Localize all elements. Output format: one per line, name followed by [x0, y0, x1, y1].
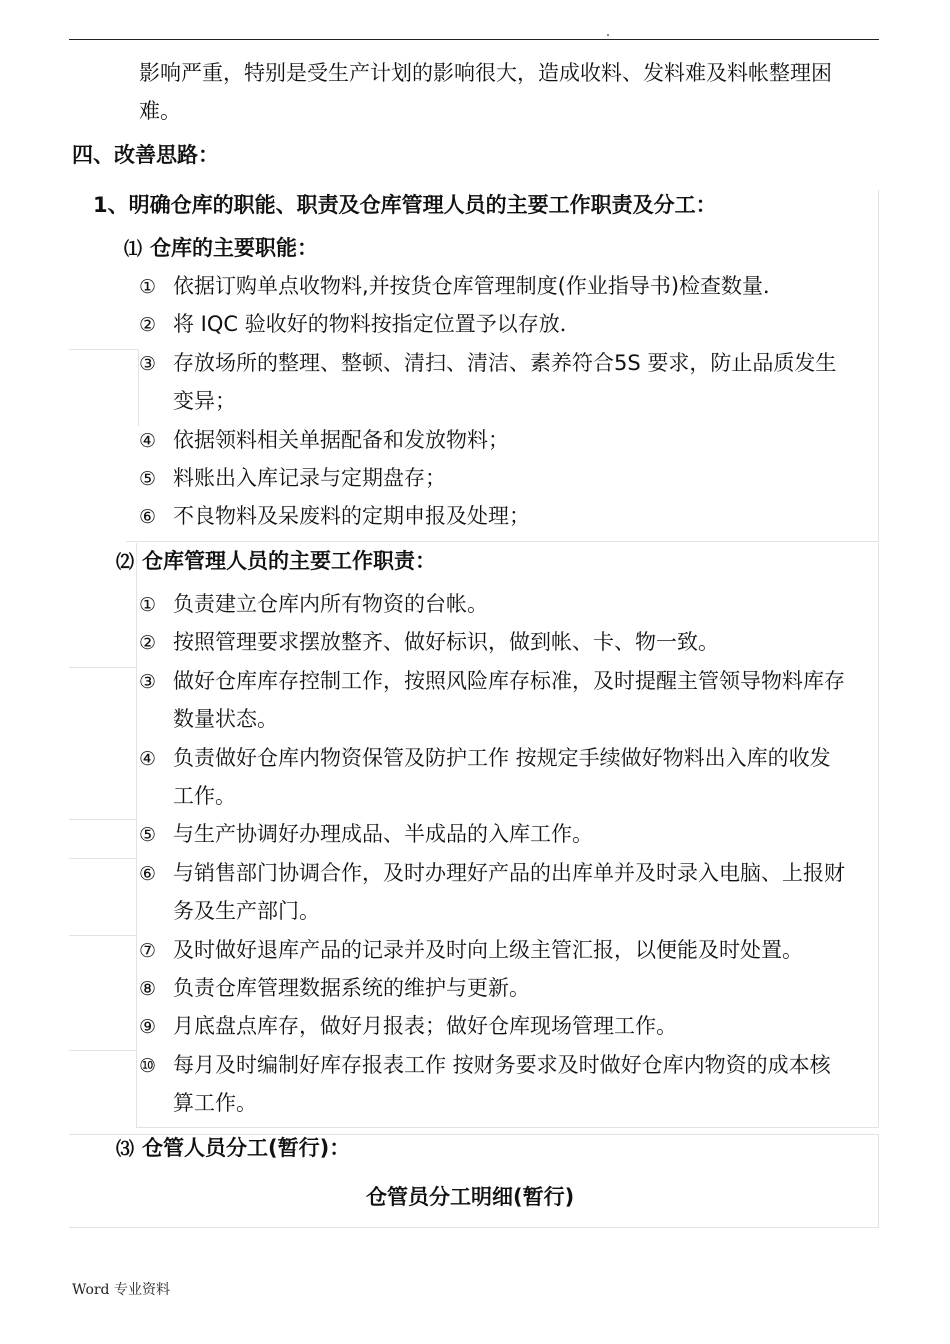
part1-item-number: ①: [139, 276, 157, 298]
part2-item-text: 数量状态。: [173, 707, 278, 732]
frame-part1-left: [69, 349, 139, 426]
part2-item-number: ⑩: [139, 1054, 157, 1077]
part2-item-text: 与生产协调好办理成品、半成品的入库工作。: [173, 822, 593, 847]
part1-item-text: 变异；: [173, 389, 236, 414]
part1-item-number: ⑥: [139, 506, 157, 529]
part3-marker: ⑶: [116, 1139, 134, 1160]
part2-item-text: 负责做好仓库内物资保管及防护工作 按规定手续做好物料出入库的收发: [173, 745, 831, 770]
part2-item-text: 负责仓库管理数据系统的维护与更新。: [173, 976, 530, 1000]
part2-item-number: ④: [139, 747, 157, 770]
part1-item-number: ③: [139, 352, 157, 375]
part2-item-text: 每月及时编制好库存报表工作 按财务要求及时做好仓库内物资的成本核: [173, 1052, 831, 1077]
part2-item-text: 务及生产部门。: [173, 899, 320, 924]
part1-item-number: ④: [139, 429, 157, 452]
part2-item-text: 做好仓库库存控制工作，按照风险库存标准，及时提醒主管领导物料库存: [173, 668, 845, 693]
part2-item-number: ⑧: [139, 978, 157, 1000]
section-4-heading: 四、改善思路：: [72, 143, 219, 167]
part3-title: 仓管人员分工(暂行)：: [142, 1136, 351, 1160]
part2-item-text: 按照管理要求摆放整齐、做好标识，做到帐、卡、物一致。: [173, 630, 719, 655]
part1-marker: ⑴: [124, 239, 142, 260]
frame-part2-left-a: [69, 667, 137, 820]
frame-part2-left-c: [69, 1050, 137, 1128]
part2-heading: [116, 549, 436, 575]
header-rule: [69, 39, 879, 40]
part1-item-text: 不良物料及呆废料的定期申报及处理；: [173, 504, 530, 529]
part1-item-text: 料账出入库记录与定期盘存；: [173, 466, 446, 490]
part2-title: 仓库管理人员的主要工作职责：: [142, 549, 436, 573]
part2-item-number: ⑤: [139, 824, 157, 847]
intro-line-1: 影响严重，特别是受生产计划的影响很大，造成收料、发料难及料帐整理困: [139, 61, 832, 85]
page-footer: Word 专业资料: [72, 1282, 170, 1298]
header-dot: [607, 34, 609, 36]
part1-item-number: ⑤: [139, 468, 157, 490]
part2-item-text: 月底盘点库存，做好月报表；做好仓库现场管理工作。: [173, 1014, 677, 1039]
part1-item-text: 依据订购单点收物料,并按货仓库管理制度(作业指导书)检查数量．: [173, 274, 785, 298]
part2-item-number: ⑨: [139, 1016, 157, 1039]
table-caption: 仓管员分工明细(暂行): [366, 1185, 575, 1209]
part2-item-text: 算工作。: [173, 1091, 257, 1116]
frame-part2-left-b: [69, 858, 137, 936]
part2-item-number: ③: [139, 670, 157, 693]
subsection-1-heading: 1、明确仓库的职能、职责及仓库管理人员的主要工作职责及分工：: [93, 193, 717, 217]
part1-item-text: 存放场所的整理、整顿、清扫、清洁、素养符合5S 要求，防止品质发生: [173, 350, 837, 375]
part2-item-number: ①: [139, 594, 157, 616]
part1-title: 仓库的主要职能：: [150, 236, 318, 260]
part1-item-text: 将 IQC 验收好的物料按指定位置予以存放．: [173, 312, 581, 337]
part2-item-number: ⑦: [139, 939, 157, 962]
part2-item-number: ⑥: [139, 862, 157, 885]
part3-heading: [116, 1136, 350, 1162]
part2-item-text: 与销售部门协调合作，及时办理好产品的出库单并及时录入电脑、上报财: [173, 860, 845, 885]
part1-item-number: ②: [139, 314, 157, 337]
part2-item-text: 负责建立仓库内所有物资的台帐。: [173, 592, 488, 616]
part2-item-text: 工作。: [173, 784, 236, 808]
part2-item-text: 及时做好退库产品的记录并及时向上级主管汇报，以便能及时处置。: [173, 937, 803, 962]
part2-item-number: ②: [139, 632, 157, 655]
part1-item-text: 依据领料相关单据配备和发放物料；: [173, 427, 509, 452]
intro-line-2: 难。: [139, 99, 181, 123]
part2-marker: ⑵: [116, 552, 134, 573]
part1-heading: [124, 236, 318, 262]
